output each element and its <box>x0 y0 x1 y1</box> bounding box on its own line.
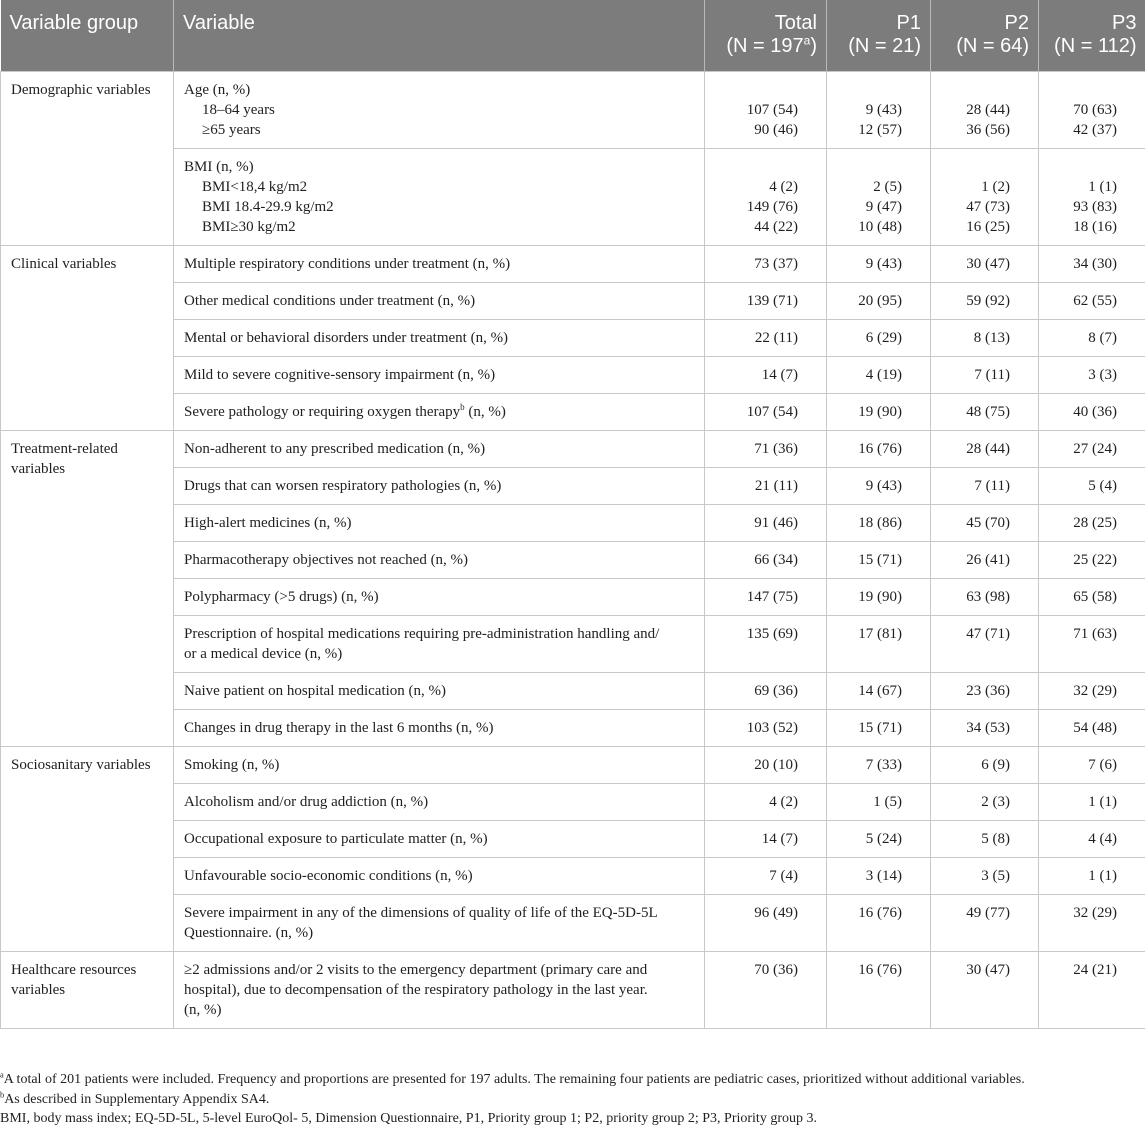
p1-cell: 5 (24) <box>827 820 931 857</box>
total-cell: 7 (4) <box>705 857 827 894</box>
p2-cell: 30 (47) <box>931 951 1039 1028</box>
total-cell: 107 (54) 90 (46) <box>705 71 827 148</box>
p1-cell: 19 (90) <box>827 578 931 615</box>
variable-cell: Mental or behavioral disorders under treatment (n, %) <box>174 319 705 356</box>
total-cell: 73 (37) <box>705 245 827 282</box>
variable-cell: Alcoholism and/or drug addiction (n, %) <box>174 783 705 820</box>
p2-cell: 6 (9) <box>931 746 1039 783</box>
p1-cell: 6 (29) <box>827 319 931 356</box>
p1-cell: 20 (95) <box>827 282 931 319</box>
p3-cell: 32 (29) <box>1039 672 1145 709</box>
variable-cell: Occupational exposure to particulate matter (n, %) <box>174 820 705 857</box>
variable-cell: Drugs that can worsen respiratory pathologies (n, %) <box>174 467 705 504</box>
p1-cell: 18 (86) <box>827 504 931 541</box>
table-row <box>1 71 1145 148</box>
p2-cell: 63 (98) <box>931 578 1039 615</box>
total-cell: 70 (36) <box>705 951 827 1028</box>
total-cell: 71 (36) <box>705 430 827 467</box>
p3-cell: 40 (36) <box>1039 393 1145 430</box>
p2-cell: 28 (44) <box>931 430 1039 467</box>
p2-cell: 48 (75) <box>931 393 1039 430</box>
p3-cell: 62 (55) <box>1039 282 1145 319</box>
table-row <box>1 951 1145 1028</box>
total-cell: 21 (11) <box>705 467 827 504</box>
header-total: Total $(N = 197^a)$ <box>705 0 827 71</box>
variable-cell: Mild to severe cognitive-sensory impairment (n, %) <box>174 356 705 393</box>
total-cell: 103 (52) <box>705 709 827 746</box>
variable-cell: BMI (n, %) BMI<18,4 kg/m2 BMI 18.4-29.9 kg/m2 BMI≥30 kg/m2 <box>174 148 705 245</box>
p2-cell: 30 (47) <box>931 245 1039 282</box>
variable-cell: Smoking (n, %) <box>174 746 705 783</box>
header-p1: P1 (N = 21) <box>827 0 931 71</box>
p1-cell: 9 (43) <box>827 467 931 504</box>
footnote-a: $^a$A total of 201 patients were included. Frequency and proportions are presented for 197 adults. The remaining four patients are pediatric cases, prioritized without additional variables. <box>0 1070 1025 1087</box>
total-cell: 20 (10) <box>705 746 827 783</box>
variable-cell: Multiple respiratory conditions under treatment (n, %) <box>174 245 705 282</box>
total-cell: 14 (7) <box>705 820 827 857</box>
p3-cell: 8 (7) <box>1039 319 1145 356</box>
variable-cell: Unfavourable socio-economic conditions (n, %) <box>174 857 705 894</box>
p1-cell: 9 (43) 12 (57) <box>827 71 931 148</box>
total-cell: 4 (2) <box>705 783 827 820</box>
variable-cell: Polypharmacy (>5 drugs) (n, %) <box>174 578 705 615</box>
variable-cell: Severe impairment in any of the dimensions of quality of life of the EQ-5D-5L Questionnaire. (n, %) <box>174 894 705 951</box>
p2-cell: 2 (3) <box>931 783 1039 820</box>
p3-cell: 1 (1) <box>1039 783 1145 820</box>
p2-cell: 28 (44) 36 (56) <box>931 71 1039 148</box>
total-cell: 66 (34) <box>705 541 827 578</box>
p2-cell: 1 (2) 47 (73) 16 (25) <box>931 148 1039 245</box>
total-cell: 107 (54) <box>705 393 827 430</box>
total-cell: 135 (69) <box>705 615 827 672</box>
p3-cell: 32 (29) <box>1039 894 1145 951</box>
p3-cell: 34 (30) <box>1039 245 1145 282</box>
footnote-b: $^b$As described in Supplementary Appendix SA4. <box>0 1089 270 1107</box>
p3-cell: 28 (25) <box>1039 504 1145 541</box>
variable-cell: Age (n, %) 18–64 years ≥65 years <box>174 71 705 148</box>
p2-cell: 26 (41) <box>931 541 1039 578</box>
table-row <box>1 430 1145 467</box>
p3-cell: 27 (24) <box>1039 430 1145 467</box>
p1-cell: 17 (81) <box>827 615 931 672</box>
variable-cell: Severe pathology or requiring oxygen therapy$^b$ (n, %) <box>174 393 705 430</box>
total-cell: 139 (71) <box>705 282 827 319</box>
p1-cell: 16 (76) <box>827 894 931 951</box>
variable-cell: Other medical conditions under treatment (n, %) <box>174 282 705 319</box>
p3-cell: 71 (63) <box>1039 615 1145 672</box>
p1-cell: 19 (90) <box>827 393 931 430</box>
p3-cell: 4 (4) <box>1039 820 1145 857</box>
variable-cell: High-alert medicines (n, %) <box>174 504 705 541</box>
total-cell: 14 (7) <box>705 356 827 393</box>
total-cell: 91 (46) <box>705 504 827 541</box>
header-p3: P3 (N = 112) <box>1039 0 1145 71</box>
p1-cell: 16 (76) <box>827 951 931 1028</box>
p1-cell: 14 (67) <box>827 672 931 709</box>
p3-cell: 5 (4) <box>1039 467 1145 504</box>
p2-cell: 8 (13) <box>931 319 1039 356</box>
p2-cell: 23 (36) <box>931 672 1039 709</box>
group-healthcare: Healthcare resources variables <box>1 951 174 1028</box>
variable-cell: Pharmacotherapy objectives not reached (n, %) <box>174 541 705 578</box>
header-variable-group: Variable group <box>1 0 174 71</box>
total-cell: 69 (36) <box>705 672 827 709</box>
p1-cell: 2 (5) 9 (47) 10 (48) <box>827 148 931 245</box>
p3-cell: 54 (48) <box>1039 709 1145 746</box>
footnote-abbreviations: BMI, body mass index; EQ-5D-5L, 5-level EuroQol- 5, Dimension Questionnaire, P1, Priority group 1; P2, priority group 2; P3, Priority group 3. <box>0 1111 817 1126</box>
p1-cell: 15 (71) <box>827 541 931 578</box>
variable-cell: ≥2 admissions and/or 2 visits to the emergency department (primary care and hospital), due to decompensation of the respiratory pathology in the last year. (n, %) <box>174 951 705 1028</box>
p3-cell: 65 (58) <box>1039 578 1145 615</box>
variable-cell: Naive patient on hospital medication (n, %) <box>174 672 705 709</box>
p1-cell: 15 (71) <box>827 709 931 746</box>
p3-cell: 1 (1) 93 (83) 18 (16) <box>1039 148 1145 245</box>
group-sociosanitary: Sociosanitary variables <box>1 746 174 951</box>
table-row <box>1 245 1145 282</box>
total-cell: 4 (2) 149 (76) 44 (22) <box>705 148 827 245</box>
header-p2: P2 (N = 64) <box>931 0 1039 71</box>
variable-cell: Non-adherent to any prescribed medication (n, %) <box>174 430 705 467</box>
variable-cell: Changes in drug therapy in the last 6 months (n, %) <box>174 709 705 746</box>
p2-cell: 49 (77) <box>931 894 1039 951</box>
p2-cell: 7 (11) <box>931 356 1039 393</box>
group-demographic: Demographic variables <box>1 71 174 245</box>
p3-cell: 24 (21) <box>1039 951 1145 1028</box>
p2-cell: 47 (71) <box>931 615 1039 672</box>
table-row <box>1 746 1145 783</box>
group-treatment: Treatment-related variables <box>1 430 174 746</box>
p3-cell: 3 (3) <box>1039 356 1145 393</box>
total-cell: 147 (75) <box>705 578 827 615</box>
group-clinical: Clinical variables <box>1 245 174 430</box>
p1-cell: 4 (19) <box>827 356 931 393</box>
p1-cell: 9 (43) <box>827 245 931 282</box>
p2-cell: 59 (92) <box>931 282 1039 319</box>
p3-cell: 1 (1) <box>1039 857 1145 894</box>
total-cell: 22 (11) <box>705 319 827 356</box>
variable-cell: Prescription of hospital medications requiring pre-administration handling and/ or a medical device (n, %) <box>174 615 705 672</box>
p1-cell: 1 (5) <box>827 783 931 820</box>
p2-cell: 45 (70) <box>931 504 1039 541</box>
p1-cell: 7 (33) <box>827 746 931 783</box>
p3-cell: 70 (63) 42 (37) <box>1039 71 1145 148</box>
header-variable: Variable <box>174 0 705 71</box>
p1-cell: 16 (76) <box>827 430 931 467</box>
p2-cell: 5 (8) <box>931 820 1039 857</box>
table-footnotes <box>0 1070 1140 1129</box>
total-cell: 96 (49) <box>705 894 827 951</box>
p3-cell: 7 (6) <box>1039 746 1145 783</box>
p2-cell: 34 (53) <box>931 709 1039 746</box>
p3-cell: 25 (22) <box>1039 541 1145 578</box>
p1-cell: 3 (14) <box>827 857 931 894</box>
p2-cell: 3 (5) <box>931 857 1039 894</box>
p2-cell: 7 (11) <box>931 467 1039 504</box>
table-header <box>1 0 1145 71</box>
